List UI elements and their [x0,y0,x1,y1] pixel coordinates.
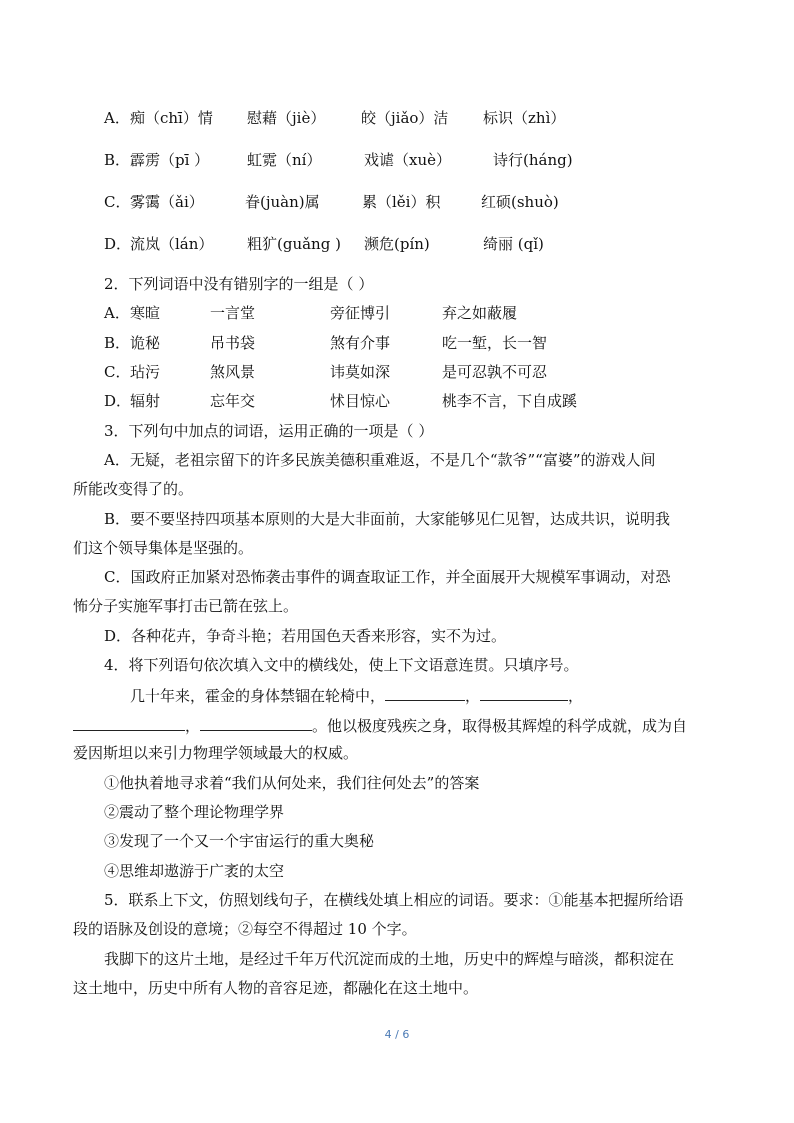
q2-option-b-label: B． [104,334,131,352]
q4-passage-line-3: 爱因斯坦以来引力物理学领域最大的权威。 [73,744,359,762]
q2-option-d-word-2: 忘年交 [210,392,256,410]
q4-passage-line-1 [130,684,583,706]
q1-option-c-label: C． [104,193,131,211]
q1-option-b-label: B． [104,151,131,169]
q4-blank-3[interactable] [73,714,185,731]
q4-blank-4[interactable] [200,714,312,731]
q2-option-d-word-4: 桃李不言，下自成蹊 [442,392,578,410]
q1-option-b-word-2: 虹霓（ní） [247,151,322,169]
q1-option-a-label: A． [104,109,130,127]
q2-option-b-word-2: 吊书袋 [210,334,256,352]
q4-blank-2[interactable] [480,684,568,701]
q2-option-a-word-3: 旁征博引 [330,304,391,322]
q4-item-1: ①他执着地寻求着“我们从何处来，我们往何处去”的答案 [104,774,480,792]
q3-option-d: D．各种花卉，争奇斗艳；若用国色天香来形容，实不为过。 [104,627,507,645]
q5-passage-line-1: 我脚下的这片土地，是经过千年万代沉淀而成的土地，历史中的辉煌与暗淡，都积淀在 [104,950,675,968]
q3-option-c-line-2: 怖分子实施军事打击已箭在弦上。 [73,597,299,615]
q2-option-b-word-3: 煞有介事 [330,334,391,352]
q2-option-c-label: C． [104,363,131,381]
q2-stem: 2．下列词语中没有错别字的一组是（ ） [104,275,374,293]
q1-option-a-word-4: 标识（zhì） [483,109,566,127]
q4-blank-1[interactable] [385,684,465,701]
q1-option-d-word-1: 流岚（lán） [130,235,214,253]
q4-item-2: ②震动了整个理论物理学界 [104,803,285,821]
q2-option-a-label: A． [104,304,130,322]
q1-option-c-word-4: 红硕(shuò) [481,193,559,211]
q1-option-b-word-4: 诗行(háng) [493,151,573,169]
q1-option-d-word-4: 绮丽 (qǐ) [483,235,544,253]
q2-option-c-word-2: 煞风景 [210,363,256,381]
q2-option-c-word-1: 玷污 [130,363,161,381]
q2-option-a-word-2: 一言堂 [210,304,256,322]
q2-option-d-word-1: 辐射 [130,392,161,410]
q1-option-a-word-1: 痴（chī）情 [130,109,213,127]
q4-comma-2: ， [568,687,584,705]
q5-stem-line-1: 5．联系上下文，仿照划线句子，在横线处填上相应的词语。要求：①能基本把握所给语 [104,891,684,909]
q5-passage-line-2: 这土地中，历史中所有人物的音容足迹，都融化在这土地中。 [73,979,479,997]
q1-option-c-word-1: 雾霭（ǎi） [130,193,204,211]
q3-option-b-line-1: B．要不要坚持四项基本原则的大是大非面前，大家能够见仁见智，达成共识，说明我 [104,510,671,528]
q2-option-d-word-3: 怵目惊心 [330,392,391,410]
page-number: 4 / 6 [384,1028,410,1041]
q1-option-c-word-3: 累（lěi）积 [362,193,441,211]
q4-item-3: ③发现了一个又一个宇宙运行的重大奥秘 [104,832,375,850]
q4-comma-1: ， [465,687,481,705]
q2-option-d-label: D． [104,392,132,410]
q1-option-a-word-2: 慰藉（jiè） [247,109,326,127]
q3-option-a-line-2: 所能改变得了的。 [73,480,194,498]
q4-passage-start: 几十年来，霍金的身体禁锢在轮椅中， [130,687,386,705]
q4-stem: 4．将下列语句依次填入文中的横线处，使上下文语意连贯。只填序号。 [104,656,579,674]
q1-option-d-label: D． [104,235,132,253]
q2-option-c-word-3: 讳莫如深 [330,363,391,381]
q1-option-d-word-3: 濒危(pín) [364,235,430,253]
q1-option-b-word-3: 戏谑（xuè） [364,151,451,169]
q3-option-a-line-1: A．无疑，老祖宗留下的许多民族美德积重难返，不是几个“款爷”“富婆”的游戏人间 [104,451,656,469]
q1-option-b-word-1: 霹雳（pī ） [130,151,210,169]
q2-option-a-word-4: 弃之如蔽履 [442,304,518,322]
q2-option-b-word-1: 诡秘 [130,334,161,352]
q3-option-b-line-2: 们这个领导集体是坚强的。 [73,539,254,557]
q4-item-4: ④思维却遨游于广袤的太空 [104,862,285,880]
q4-passage-line-2 [73,714,687,736]
q1-option-c-word-2: 眷(juàn)属 [245,193,320,211]
q4-passage-end: 。他以极度残疾之身，取得极其辉煌的科学成就，成为自 [312,717,688,735]
q1-option-a-word-3: 皎（jiǎo）洁 [361,109,449,127]
q2-option-b-word-4: 吃一堑，长一智 [442,334,548,352]
q2-option-a-word-1: 寒暄 [130,304,161,322]
q5-stem-line-2: 段的语脉及创设的意境；②每空不得超过 10 个字。 [73,920,417,938]
q3-stem: 3．下列句中加点的词语，运用正确的一项是（ ） [104,422,434,440]
q4-comma-3: ， [185,717,201,735]
q3-option-c-line-1: C．国政府正加紧对恐怖袭击事件的调查取证工作，并全面展开大规模军事调动，对恐 [104,568,671,586]
q2-option-c-word-4: 是可忍孰不可忍 [442,363,548,381]
q1-option-d-word-2: 粗犷(guǎng ) [247,235,341,253]
